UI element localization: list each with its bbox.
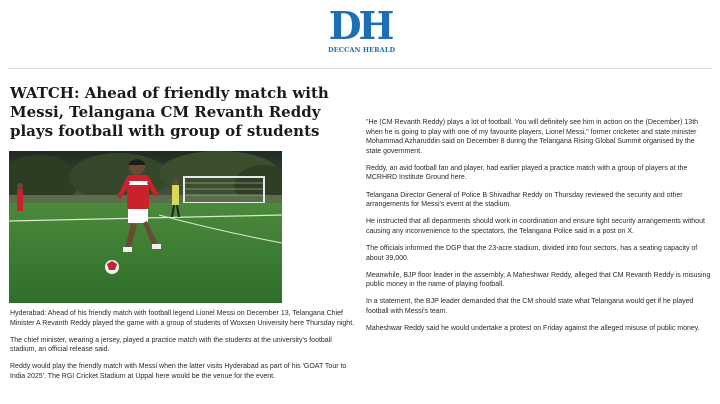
masthead <box>0 0 720 64</box>
article-paragraph: Meanwhile, BJP floor leader in the assembly, A Maheshwar Reddy, alleged that CM Revanth Reddy is misusing public money in the name of playing football. <box>366 271 711 289</box>
article-paragraph: In a statement, the BJP leader demanded that the CM should state what Telangana would get if he played football with Messi's team. <box>366 298 694 315</box>
article-photo <box>9 151 282 303</box>
article-paragraph: Telangana Director General of Police B Shivadhar Reddy on Thursday reviewed the security and other arrangements for Messi's event at the stadium. <box>366 191 683 209</box>
logo-subtitle: DECCAN HERALD <box>328 46 396 54</box>
article-paragraph: The chief minister, wearing a jersey, played a practice match with the students at the university's football stadium, an official release said. <box>10 336 332 354</box>
article-headline: WATCH: Ahead of friendly match with Messi, Telangana CM Revanth Reddy plays football with group of students <box>10 84 329 140</box>
article-body-right <box>366 118 711 341</box>
article-paragraph: Maheshwar Reddy said he would undertake a protest on Friday against the alleged misuse of public money. <box>366 325 700 332</box>
article-paragraph: Reddy would play the friendly match with Messi when the latter visits Hyderabad as part of his 'GOAT Tour to India 2025'. The RGI Cricket Stadium at Uppal here would be the venue for the event. <box>10 363 347 380</box>
logo-mark: DH <box>328 3 392 48</box>
article-paragraph: Reddy, an avid football fan and player, had earlier played a practice match with a group of players at the MCRHRD Institute Ground here. <box>366 164 688 182</box>
article-paragraph: "He (CM Revanth Reddy) plays a lot of football. You will definitely see him in action on the (December) 13th when he is going to play with one of my favourite players, Lionel Messi," former cricketer and state minister Mohammad Azharuddin said on December 8 during the Telangana Rising Global Summit organised by the state government. <box>366 119 699 155</box>
site-logo[interactable] <box>328 3 396 55</box>
article-paragraph: Hyderabad: Ahead of his friendly match with football legend Lionel Messi on December 13, Telangana Chief Minister A Revanth Reddy played the game with a group of students of Woxsen University here Thursday night. <box>10 310 355 327</box>
article-body-left <box>10 309 355 389</box>
article-paragraph: He instructed that all departments should work in coordination and ensure tight security arrangements without causing any inconvenience to the spectators, the Telangana Police said in a post on X. <box>366 218 705 235</box>
header-divider <box>8 68 712 69</box>
article-paragraph: The officials informed the DGP that the 23-acre stadium, divided into four sectors, has a seating capacity of about 39,000. <box>366 244 698 262</box>
